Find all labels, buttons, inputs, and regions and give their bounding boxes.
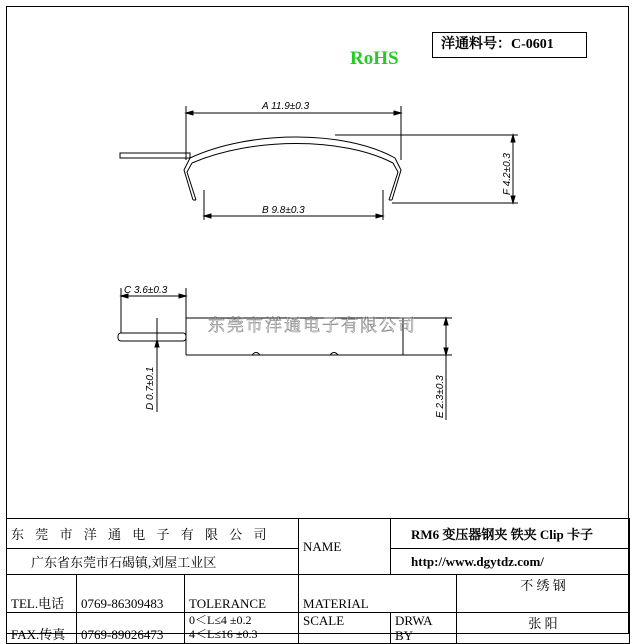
fax-label: FAX.传真 xyxy=(7,613,77,644)
drawn-by-label: DRWA BY xyxy=(391,613,457,644)
tolerance-row: 0＜L≤4 ±0.2 xyxy=(189,613,252,627)
company-address: 广东省东莞市石碣镇,刘屋工业区 xyxy=(7,549,299,575)
dimension-a xyxy=(186,106,401,160)
dim-d-label: D 0.7±0.1 xyxy=(145,366,156,410)
clip-top-view xyxy=(120,137,401,200)
dim-f-label: F 4.2±0.3 xyxy=(502,153,513,195)
tel-label: TEL.电话 xyxy=(7,575,77,613)
clip-side-tab xyxy=(118,333,186,341)
fax-value: 0769-89026473 xyxy=(77,613,185,644)
tolerance-label: TOLERANCE xyxy=(185,575,299,613)
clip-tab xyxy=(120,153,190,158)
tel-value: 0769-86309483 xyxy=(77,575,185,613)
clip-arc-outer xyxy=(190,137,395,158)
watermark: 东莞市洋通电子有限公司 xyxy=(208,316,417,335)
material-label: MATERIAL xyxy=(299,575,457,613)
dim-c-label: C 3.6±0.3 xyxy=(124,285,168,296)
drawn-by-value: 张 阳 xyxy=(457,613,630,644)
part-number-box: 洋通料号：C-0601 xyxy=(432,32,587,58)
tolerance-row: 4＜L≤16 ±0.3 xyxy=(189,627,258,641)
title-block xyxy=(6,518,630,644)
dim-e-label: E 2.3±0.3 xyxy=(435,375,446,418)
tolerance-values xyxy=(185,613,299,644)
company-name: 东 莞 市 洋 通 电 子 有 限 公 司 xyxy=(7,519,299,549)
material-value: 不 绣 钢 xyxy=(457,575,630,613)
scale-label: SCALE xyxy=(299,613,391,644)
name-label: NAME xyxy=(299,519,391,575)
dim-b-label: B 9.8±0.3 xyxy=(262,205,305,216)
product-name: RM6 变压器钢夹 铁夹 Clip 卡子 xyxy=(391,519,630,549)
rohs-label: RoHS xyxy=(350,48,399,69)
website-link[interactable]: http://www.dgytdz.com/ xyxy=(391,549,630,575)
dim-a-label: A 11.9±0.3 xyxy=(262,101,310,112)
